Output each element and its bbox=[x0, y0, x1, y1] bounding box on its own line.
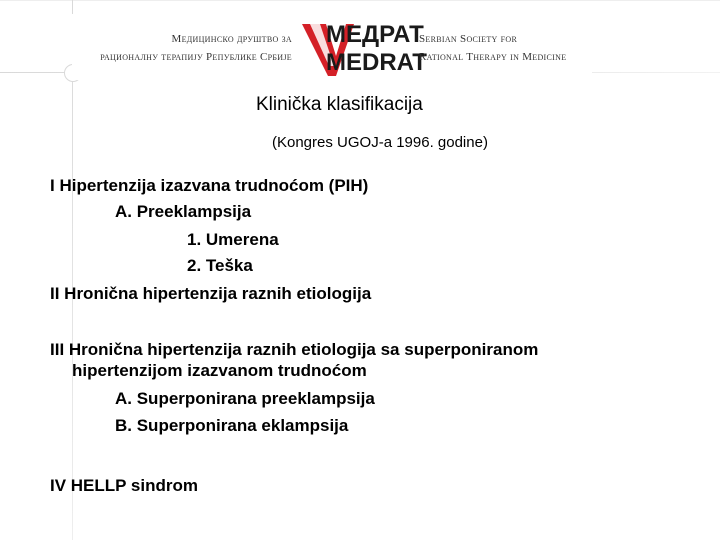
classification-item: III Hronična hipertenzija raznih etiologija sa superponiranom bbox=[50, 340, 539, 359]
logo-text-latin: MEDRAT bbox=[326, 49, 427, 76]
classification-item: 1. Umerena bbox=[187, 230, 279, 249]
org-name-english-line1: Serbian Society for bbox=[419, 33, 518, 45]
classification-item: hipertenzijom izazvanom trudnoćom bbox=[72, 361, 367, 380]
classification-item: IV HELLP sindrom bbox=[50, 476, 198, 495]
org-name-english-line2: Rational Therapy in Medicine bbox=[419, 51, 567, 63]
classification-item: B. Superponirana eklampsija bbox=[115, 416, 349, 435]
slide-subtitle: (Kongres UGOJ-a 1996. godine) bbox=[272, 134, 488, 151]
classification-item: 2. Teška bbox=[187, 256, 253, 275]
logo-text-cyrillic: МЕДРАТ bbox=[326, 21, 424, 48]
classification-item: A. Superponirana preeklampsija bbox=[115, 389, 375, 408]
org-name-serbian bbox=[80, 30, 292, 66]
org-name-english bbox=[419, 30, 599, 66]
classification-item: II Hronična hipertenzija raznih etiologija bbox=[50, 284, 372, 303]
top-edge-line bbox=[0, 0, 720, 1]
slide-title: Klinička klasifikacija bbox=[256, 94, 423, 115]
classification-item: I Hipertenzija izazvana trudnoćom (PIH) bbox=[50, 176, 369, 195]
org-name-serbian-line1: Медицинско друштво за bbox=[171, 33, 292, 45]
classification-item: A. Preeklampsija bbox=[115, 202, 252, 221]
medrat-logo bbox=[296, 18, 427, 78]
org-name-serbian-line2: рационалну терапију Републике Србије bbox=[100, 51, 292, 63]
